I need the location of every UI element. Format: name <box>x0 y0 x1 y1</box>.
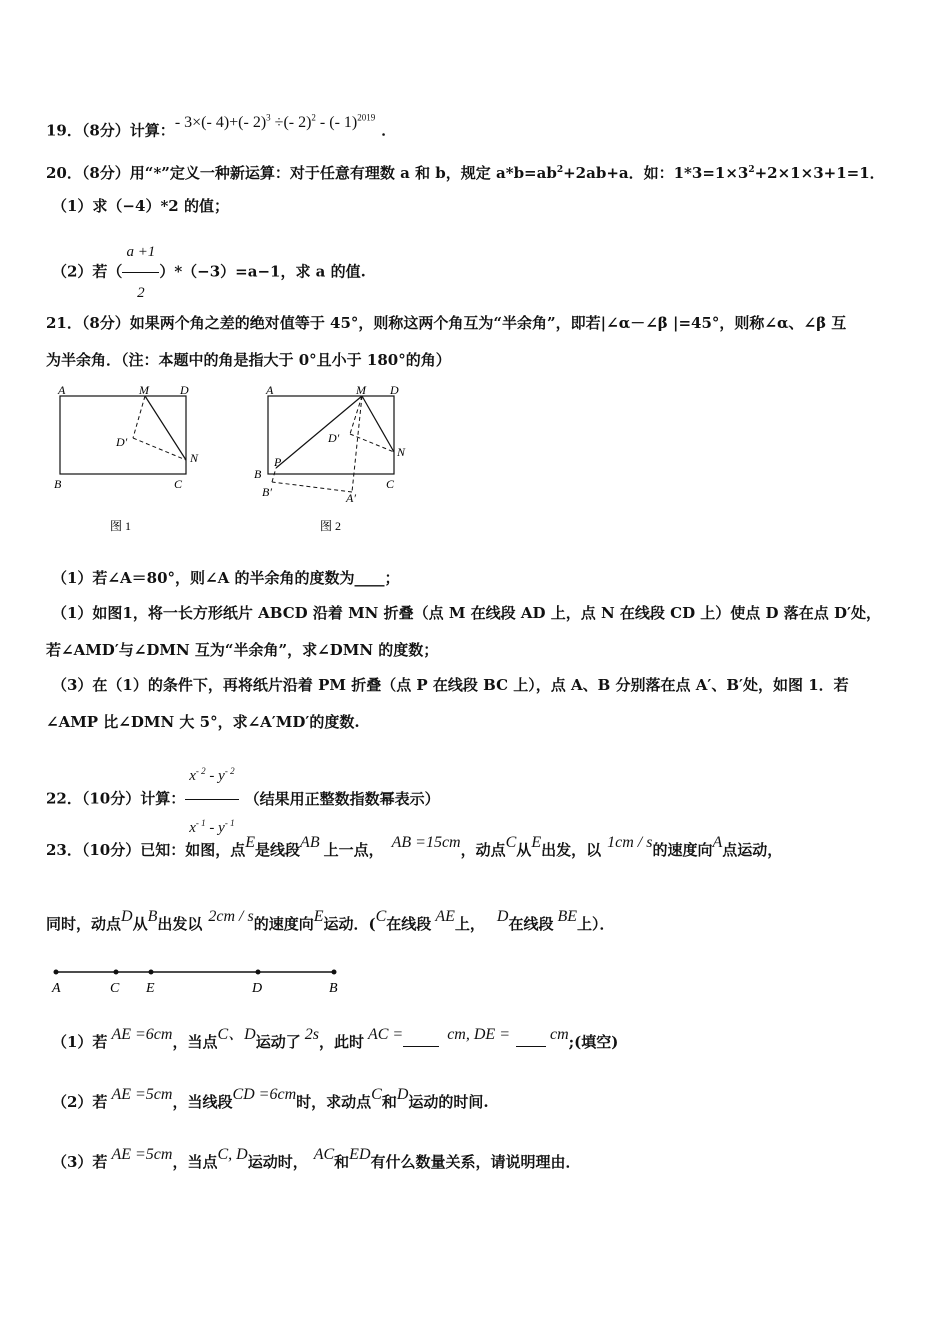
label-A: A <box>52 981 61 996</box>
fig2-label-C: C <box>386 477 395 491</box>
fig2-label-P: P <box>274 455 282 469</box>
label-E: E <box>146 981 155 996</box>
point-B <box>332 970 337 975</box>
q23-part1: （1）若 AE =6cm，当点C、D运动了 2s，此时 AC = cm, DE = cm;(填空) <box>52 1026 619 1051</box>
q22-fraction: $\frac{x^{- 2} - y^{- 2}}{x^{- 1} - y^{- 1}}$ <box>185 748 238 851</box>
q21-line1: 21．（8分）如果两个角之差的绝对值等于 45°，则称这两个角互为“半余角”，即若|∠α－∠β |=45°，则称∠α、∠β 互 <box>46 314 847 332</box>
q23-line2: 同时，动点D从B出发以 2cm / s的速度向E运动．(C在线段 AE上， D在线段 BE上）． <box>46 908 615 933</box>
fig1-label-D: D <box>180 383 189 397</box>
q19-line: 19．（8分）计算：- 3×(- 4)+(- 2)$^3$ ÷(- 2)$^2$ - (- 1)$^{2019}$． <box>46 113 397 140</box>
fig2-dashed-bp <box>272 468 276 482</box>
fig1-label-N: N <box>190 451 199 465</box>
fig2-label-D: D <box>390 383 399 397</box>
fig2-dashed-ab <box>272 482 352 492</box>
fig2-label-B: B <box>254 467 262 481</box>
fig2-caption: 图 2 <box>320 519 342 533</box>
q23-part2: （2）若 AE =5cm，当线段CD =6cm时，求动点C和D运动的时间. <box>52 1086 489 1111</box>
q20-part1: （1）求（−4）*2 的值； <box>52 197 229 215</box>
fig2-dashed-dn <box>350 434 394 452</box>
fig1-label-Dprime: D′ <box>116 435 128 449</box>
q21-part3-a: （3）在（1）的条件下，再将纸片沿着 PM 折叠（点 P 在线段 BC 上），点 A、B 分别落在点 A′、B′处，如图 1．若 <box>52 676 849 694</box>
fig1-fold-mn <box>145 396 186 460</box>
fig2-label-Bprime: B′ <box>262 485 272 499</box>
fig2-label-Dprime: D′ <box>328 431 340 445</box>
q21-figures <box>40 380 460 540</box>
fig1-label-A: A <box>58 383 66 397</box>
fig1-label-M: M <box>139 383 149 397</box>
q23-line1: 23．（10分）已知：如图，点E是线段AB 上一点， AB =15cm，动点C从E出发，以 1cm / s的速度向A点运动， <box>46 834 783 859</box>
point-A <box>54 970 59 975</box>
blank-de[interactable] <box>516 1046 546 1047</box>
point-D <box>256 970 261 975</box>
fig2-label-Aprime: A′ <box>346 491 356 505</box>
q21-part1: （1）若∠A＝80°，则∠A 的半余角的度数为____； <box>52 569 400 587</box>
q21-part2-b: 若∠AMD′与∠DMN 互为“半余角”，求∠DMN 的度数； <box>46 641 439 659</box>
label-C: C <box>110 981 120 996</box>
q20-fraction: $\frac{a +1}{2}$ <box>122 232 159 313</box>
label-B: B <box>329 981 338 996</box>
fig2-label-M: M <box>356 383 366 397</box>
q19-expr: - 3×(- 4)+(- 2)$^3$ ÷(- 2)$^2$ - (- 1)$^{2019}$ <box>174 113 376 132</box>
blank-ac[interactable] <box>403 1046 439 1047</box>
q22-line: 22．（10分）计算： $\frac{x^{- 2} - y^{- 2}}{x^{- 1} - y^{- 1}}$ （结果用正整数指数幂表示） <box>46 748 440 851</box>
q19-label: 19．（8分）计算： <box>46 121 175 140</box>
fig1-label-C: C <box>174 477 183 491</box>
fig2-fold-mn <box>362 396 394 452</box>
point-C <box>114 970 119 975</box>
point-E <box>149 970 154 975</box>
q23-segment-figure <box>44 960 364 1000</box>
fig2-label-A: A <box>266 383 274 397</box>
label-D: D <box>252 981 263 996</box>
fig1-dashed-md <box>133 396 145 438</box>
fig1-label-B: B <box>54 477 62 491</box>
q21-part2-a: （1）如图1，将一长方形纸片 ABCD 沿着 MN 折叠（点 M 在线段 AD 上，点 N 在线段 CD 上）使点 D 落在点 D′处， <box>52 604 881 622</box>
fig2-fold-pm <box>276 396 362 468</box>
fig1-dashed-dn <box>133 438 186 460</box>
fig2-label-N: N <box>397 445 406 459</box>
q20-stem: 20．（8分）用“*”定义一种新运算：对于任意有理数 a 和 b，规定 $a*b=ab^2+2ab+a$．如：$1*3=1\times 3^2+2\times 1\times 3+1=1$． <box>46 164 885 182</box>
fig1-caption: 图 1 <box>110 519 132 533</box>
q20-part2: （2）若（ $\frac{a +1}{2}$ ）*（−3）=a−1，求 a 的值. <box>52 232 366 313</box>
q23-part3: （3）若 AE =5cm，当点C, D运动时， AC和ED有什么数量关系，请说明理由． <box>52 1146 581 1171</box>
q21-line2: 为半余角．（注：本题中的角是指大于 0°且小于 180°的角） <box>46 351 451 369</box>
q21-part3-b: ∠AMP 比∠DMN 大 5°，求∠A′MD′的度数. <box>46 713 360 731</box>
